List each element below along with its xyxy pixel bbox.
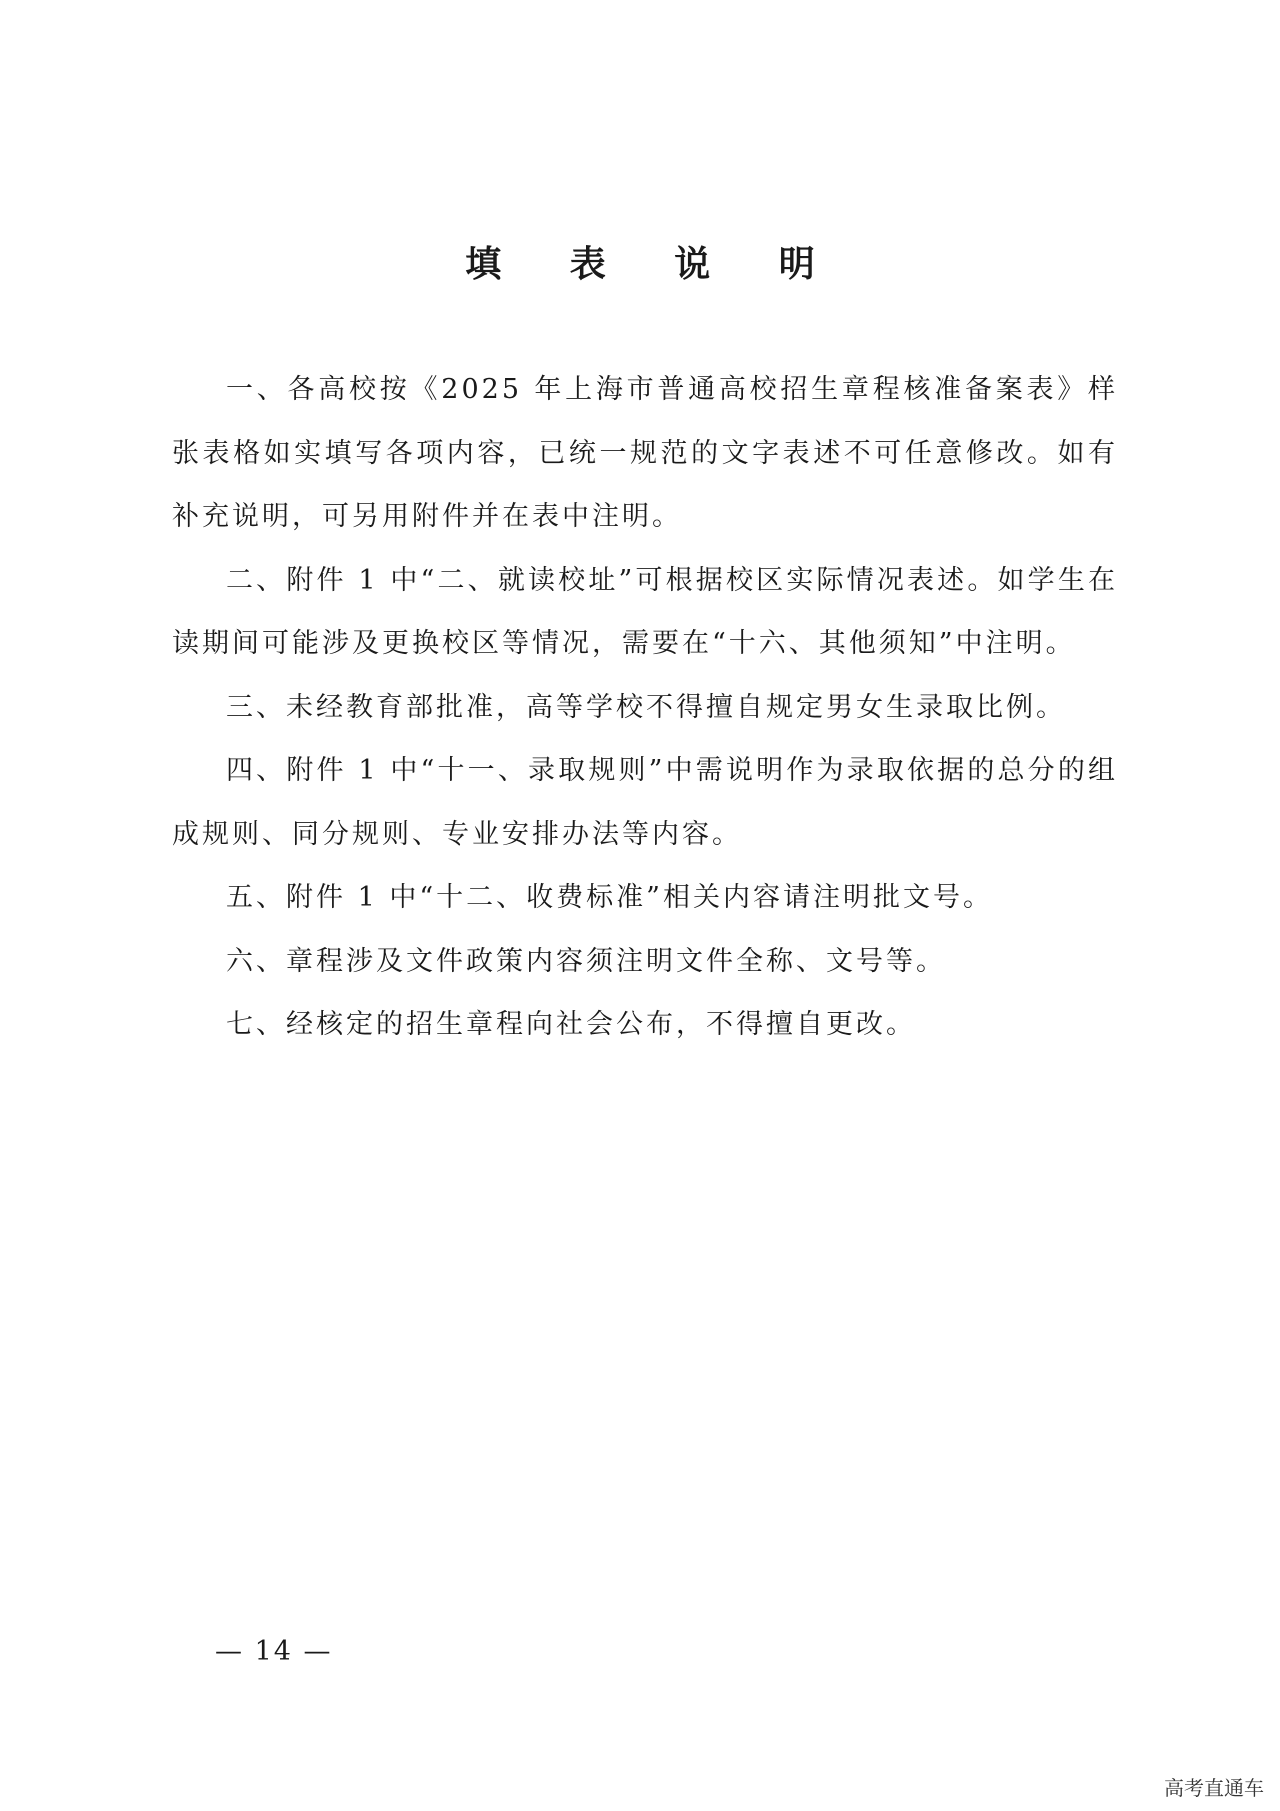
instructions-body — [172, 358, 1118, 1057]
instruction-paragraph-4: 四、附件 1 中“十一、录取规则”中需说明作为录取依据的总分的组成规则、同分规则、专业安排办法等内容。 — [172, 755, 1118, 850]
page-number: — 14 — — [215, 1636, 333, 1667]
instruction-paragraph-7: 七、经核定的招生章程向社会公布，不得擅自更改。 — [226, 1009, 916, 1040]
instruction-paragraph-5: 五、附件 1 中“十二、收费标准”相关内容请注明批文号。 — [226, 882, 993, 913]
page-title: 填 表 说 明 — [465, 244, 843, 285]
instruction-paragraph-3: 三、未经教育部批准，高等学校不得擅自规定男女生录取比例。 — [226, 691, 1066, 723]
instruction-paragraph-1: 一、各高校按《2025 年上海市普通高校招生章程核准备案表》样张表格如实填写各项内容，已统一规范的文字表述不可任意修改。如有补充说明，可另用附件并在表中注明。 — [172, 374, 1118, 532]
instruction-paragraph-6: 六、章程涉及文件政策内容须注明文件全称、文号等。 — [226, 945, 946, 977]
watermark-text: 高考直通车 — [1164, 1776, 1264, 1800]
instruction-paragraph-2: 二、附件 1 中“二、就读校址”可根据校区实际情况表述。如学生在读期间可能涉及更换校区等情况，需要在“十六、其他须知”中注明。 — [172, 564, 1118, 659]
